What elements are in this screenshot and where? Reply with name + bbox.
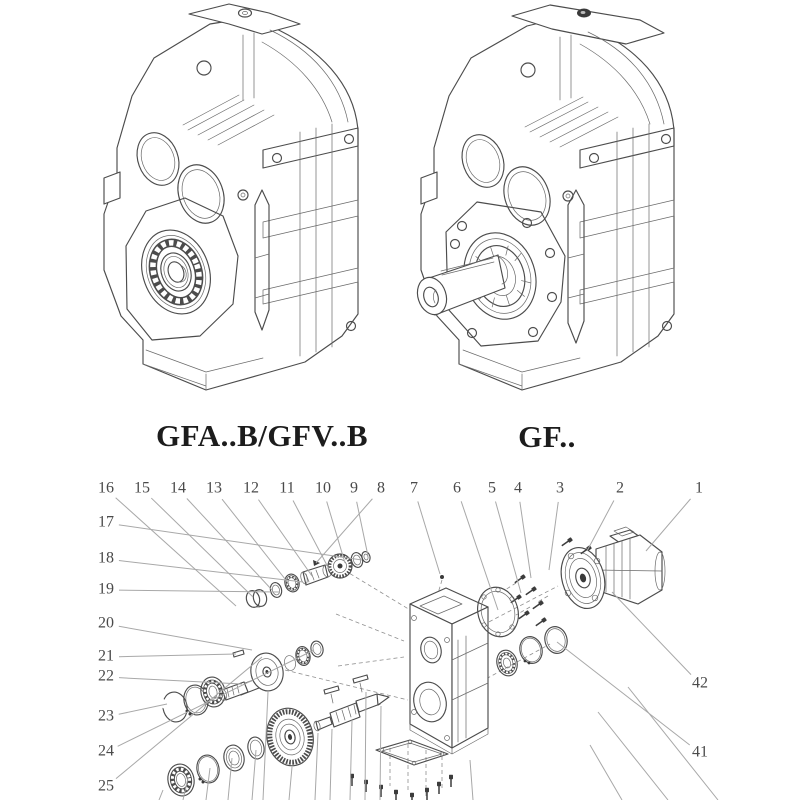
output-gear: [261, 704, 318, 770]
callout-number-24: 24: [98, 742, 114, 760]
housing-outline: [421, 20, 674, 390]
callout-number-22: 22: [98, 667, 114, 685]
side-straps-and-panel: [143, 124, 358, 390]
leader-line-12: [258, 500, 312, 576]
callout-number-11: 11: [279, 479, 295, 497]
callout-number-9: 9: [350, 479, 358, 497]
callout-number-7: 7: [410, 479, 418, 497]
input-shaft-parts: [245, 551, 372, 609]
leader-line-2: [587, 500, 614, 551]
leader-line-25: [116, 657, 262, 779]
exploded-parts-diagram: [98, 480, 718, 800]
leader-line-5: [495, 502, 521, 593]
callout-number-15: 15: [134, 479, 150, 497]
callout-number-6: 6: [453, 479, 461, 497]
callout-number-21: 21: [98, 647, 114, 665]
figure-label-left: GFA..B/GFV..B: [155, 418, 369, 453]
callout-number-5: 5: [488, 479, 496, 497]
oil-pan-gasket: [376, 740, 448, 765]
leader-line-42: [612, 592, 691, 675]
leader-line-21: [119, 654, 236, 657]
callout-number-12: 12: [243, 479, 259, 497]
callout-number-20: 20: [98, 614, 114, 632]
gearbox-drawing-hollow-shaft: [104, 4, 358, 390]
callout-number-13: 13: [206, 479, 222, 497]
oil-seal: [222, 743, 247, 773]
leader-line-20: [119, 626, 252, 650]
leader-line-14: [187, 499, 272, 590]
leader-line-3: [549, 502, 558, 570]
retaining-ring: [517, 634, 545, 666]
leader-line-22: [119, 678, 242, 684]
hollow-shaft-bearing: [130, 220, 221, 323]
figure-label-right: GF..: [518, 419, 576, 454]
callout-number-42: 42: [692, 674, 708, 692]
callout-number-3: 3: [556, 479, 564, 497]
callout-layer: [98, 480, 708, 795]
leader-line-11: [293, 501, 330, 571]
cooling-fins: [183, 30, 348, 145]
top-oil-plug: [189, 4, 300, 34]
callout-number-2: 2: [616, 479, 624, 497]
leader-line-18: [119, 561, 303, 582]
leader-line-17: [119, 525, 362, 560]
output-shaft-parts: [159, 675, 319, 799]
leader-line-4: [520, 502, 531, 578]
gear-housing: [409, 575, 488, 754]
ball-bearing-large: [165, 762, 197, 799]
pinion-shaft: [313, 694, 389, 732]
leader-line-23: [119, 704, 167, 714]
input-bores: [104, 127, 248, 230]
callout-number-8: 8: [377, 479, 385, 497]
callout-number-41: 41: [692, 743, 708, 761]
leader-line-15: [151, 498, 253, 597]
callout-number-1: 1: [695, 479, 703, 497]
leader-line-1: [646, 499, 691, 551]
leader-line-10: [327, 501, 345, 563]
leader-line-8: [316, 499, 372, 563]
leader-line-6: [461, 501, 498, 610]
callout-number-16: 16: [98, 479, 114, 497]
front-cover-octagon: [126, 198, 238, 340]
solid-output-shaft: [413, 255, 508, 318]
callout-number-19: 19: [98, 580, 114, 598]
cooling-fins: [521, 32, 664, 147]
leader-line-41: [557, 642, 690, 745]
callout-number-4: 4: [514, 479, 522, 497]
gearbox-drawing-solid-shaft: [413, 5, 674, 390]
callout-number-25: 25: [98, 777, 114, 795]
leader-line-16: [116, 498, 236, 606]
callout-number-17: 17: [98, 513, 114, 531]
leader-line-7: [418, 501, 440, 574]
callout-number-14: 14: [170, 479, 186, 497]
input-bearing: [494, 648, 520, 678]
callout-number-18: 18: [98, 549, 114, 567]
housing-outline: [104, 20, 358, 390]
seal-ring: [542, 624, 570, 656]
callout-number-23: 23: [98, 707, 114, 725]
input-bores: [421, 129, 573, 232]
callout-number-10: 10: [315, 479, 331, 497]
